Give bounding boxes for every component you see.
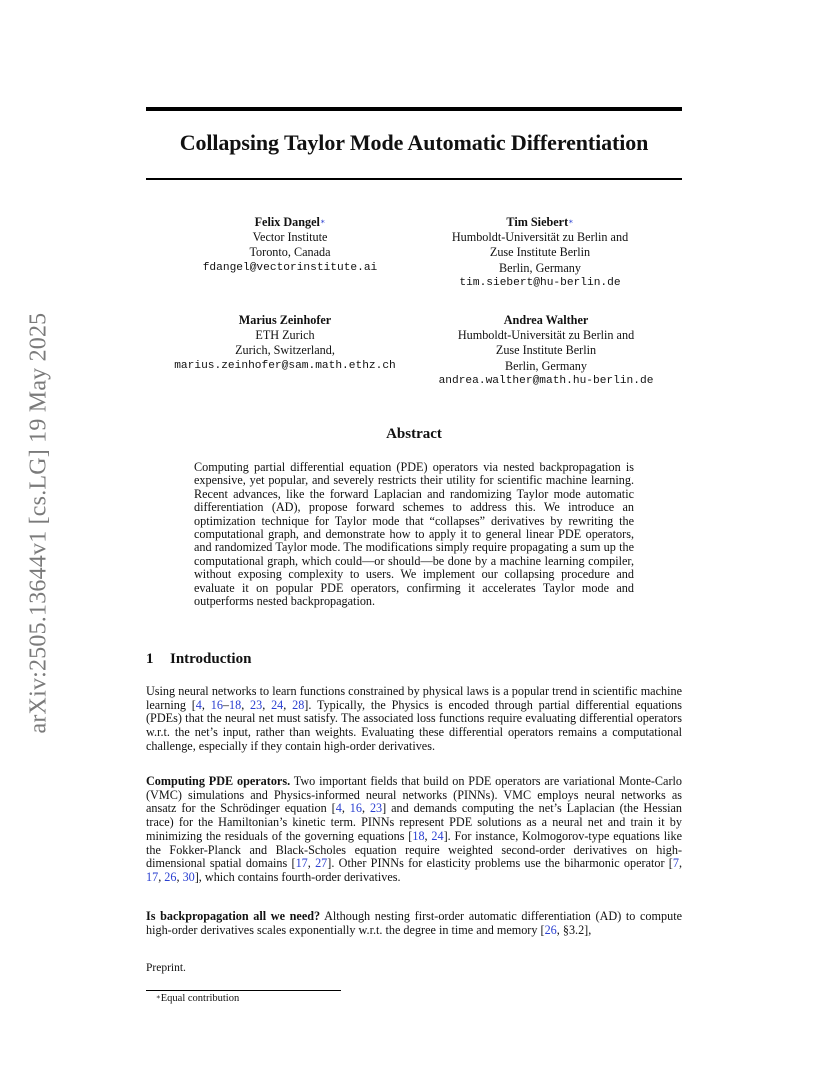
paragraph-text: , §3.2], (556, 922, 592, 937)
citation-link[interactable]: 7 (672, 856, 679, 871)
footnote (156, 993, 239, 1004)
paragraph-heading: Is backpropagation all we need? (146, 909, 321, 923)
paragraph-text: – (222, 697, 230, 712)
author-block-1 (190, 215, 390, 276)
paragraph-text: ]. Other PINNs for elasticity problems use the biharmonic operator [ (327, 856, 673, 871)
author-name: Tim Siebert (506, 215, 569, 229)
abstract-heading: Abstract (386, 426, 442, 442)
author-affiliation: Zuse Institute Berlin (495, 343, 597, 358)
citation-link[interactable]: 24 (271, 697, 284, 712)
section-title: Introduction (170, 651, 252, 667)
paragraph-text: ] and demands computing the net’s Laplacian (the Hessian trace) for the Hamiltonian’s kinetic term. PINNs represent PDE solutions as a neural net and train it by minimizing the residuals of the governing equations [ (146, 801, 683, 843)
section-number: 1 (146, 651, 154, 667)
paragraph-text: Two important fields that build on PDE operators are variational Monte-Carlo (VMC) simulations and Physics-informed neural networks (PINNs). VMC employs neural networks as ansatz for the Schrödinger equation [ (146, 774, 682, 816)
paragraph-text: , (241, 697, 251, 712)
citation-link[interactable]: 27 (315, 856, 328, 871)
author-email: andrea.walther@math.hu-berlin.de (438, 374, 654, 387)
section-heading (146, 651, 251, 668)
author-email: tim.siebert@hu-berlin.de (459, 276, 621, 289)
author-affiliation: Zuse Institute Berlin (489, 245, 591, 260)
author-block-4 (420, 313, 672, 389)
paragraph-text: , (283, 697, 293, 712)
paragraph-text: Using neural networks to learn functions constrained by physical laws is a popular trend in scientific machine learning [ (146, 684, 682, 712)
paragraph-heading: Computing PDE operators. (146, 774, 291, 788)
paragraph-text: , (176, 869, 183, 884)
arxiv-identifier: arXiv:2505.13644v1 [cs.LG] 19 May 2025 (25, 312, 52, 734)
author-affiliation: ETH Zurich (255, 328, 315, 343)
author-affiliation: Vector Institute (252, 230, 328, 245)
intro-paragraph-2 (146, 775, 682, 885)
title-top-rule (146, 107, 682, 111)
paragraph-text: ], which contains fourth-order derivatives. (194, 869, 401, 884)
author-location: Zurich, Switzerland, (235, 343, 335, 358)
author-location: Berlin, Germany (505, 358, 587, 373)
author-block-2 (420, 215, 660, 291)
paragraph-text: , (307, 856, 316, 871)
paragraph-text: ]. For instance, Kolmogorov-type equations like the Fokker-Planck and Black-Scholes equation require weighted second-order derivatives on high-dimensional spatial domains [ (146, 828, 683, 871)
footnote-text: Equal contribution (160, 993, 240, 1004)
title-bottom-rule (146, 178, 682, 180)
author-email: marius.zeinhofer@sam.math.ethz.ch (174, 359, 396, 372)
citation-link[interactable]: 26 (544, 922, 557, 937)
equal-contribution-mark[interactable]: ∗ (319, 217, 326, 226)
paragraph-text: , (262, 697, 272, 712)
paper-title: Collapsing Taylor Mode Automatic Differentiation (179, 130, 649, 155)
author-block-3 (160, 313, 410, 374)
paragraph-text: , (158, 869, 165, 884)
paragraph-text: , (341, 801, 350, 816)
citation-link[interactable]: 26 (164, 869, 177, 884)
citation-link[interactable]: 16 (210, 697, 223, 712)
author-email: fdangel@vectorinstitute.ai (202, 261, 378, 274)
paragraph-text: Although nesting first-order automatic differentiation (AD) to compute high-order derivatives scales exponentially w.r.t. the degree in time and memory [ (146, 909, 682, 937)
citation-link[interactable]: 16 (349, 801, 362, 816)
citation-link[interactable]: 28 (292, 697, 305, 712)
citation-link[interactable]: 23 (250, 697, 263, 712)
citation-link[interactable]: 17 (146, 869, 159, 884)
citation-link[interactable]: 18 (229, 697, 242, 712)
citation-link[interactable]: 24 (431, 828, 444, 843)
citation-link[interactable]: 30 (182, 869, 195, 884)
paragraph-text: , (361, 801, 370, 816)
paragraph-text: , (424, 828, 432, 843)
abstract-text: Computing partial differential equation (PDE) operators via nested backpropagation is expensive, yet popular, and severely restricts their utility for scientific machine learning. Recent advances, like the forward Laplacian and randomizing Taylor mode automatic differentiation (AD), propose forward schemes to address this. We introduce an optimization technique for Taylor mode that “collapses” derivatives by rewriting the computational graph, and demonstrate how to apply it to general linear PDE operators, and randomized Taylor mode. The modifications simply require propagating a sum up the computational graph, which could—or should—be done by a machine learning compiler, without exposing complexity to users. We implement our collapsing procedure and evaluate it on popular PDE operators, confirming it accelerates Taylor mode and outperforms nested backpropagation. (194, 460, 634, 609)
citation-link[interactable]: 23 (369, 801, 383, 816)
citation-link[interactable]: 17 (295, 856, 308, 871)
author-name: Andrea Walther (503, 313, 589, 327)
author-affiliation: Humboldt-Universität zu Berlin and (451, 230, 629, 245)
author-affiliation: Humboldt-Universität zu Berlin and (457, 328, 635, 343)
intro-paragraph-3 (146, 910, 682, 937)
equal-contribution-mark[interactable]: ∗ (568, 217, 574, 226)
author-location: Toronto, Canada (249, 245, 331, 260)
footnote-rule (146, 990, 341, 991)
intro-paragraph-1 (146, 685, 682, 754)
paragraph-text: , (201, 697, 211, 712)
footnote-mark: ∗ (156, 993, 161, 1001)
preprint-note: Preprint. (146, 962, 186, 974)
author-name: Marius Zeinhofer (238, 313, 332, 327)
paragraph-body (146, 774, 682, 884)
citation-link[interactable]: 4 (335, 801, 342, 816)
paragraph-text: , (678, 856, 683, 871)
author-name: Felix Dangel (254, 215, 320, 229)
citation-link[interactable]: 18 (412, 828, 425, 843)
author-location: Berlin, Germany (499, 260, 581, 275)
paragraph-text: ]. Typically, the Physics is encoded through partial differential equations (PDEs) that the neural net must satisfy. The associated loss functions require evaluating differential operators w.r.t. the net’s input, rather than weights. Evaluating these differential operators remains a computational challenge, especially if they contain high-order derivatives. (146, 697, 682, 753)
citation-link[interactable]: 4 (195, 697, 202, 712)
